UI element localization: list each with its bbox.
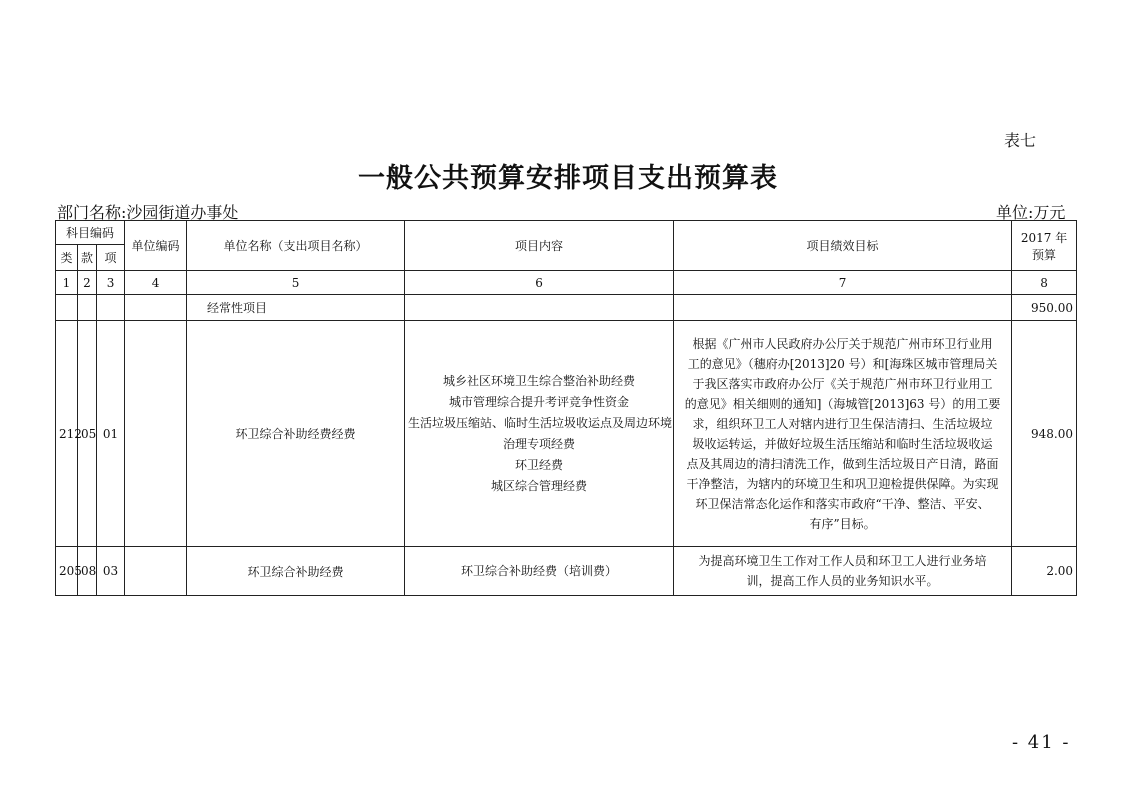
index-cell: 2: [78, 271, 97, 295]
performance-line: 点及其周边的清扫清洗工作，做到生活垃圾日产日清，路面: [686, 456, 999, 471]
content-line: 城市管理综合提升考评竞争性资金: [449, 394, 630, 409]
summary-budget: 950.00: [1012, 295, 1077, 321]
summary-name: 经常性项目: [187, 295, 405, 321]
row-budget: 2.00: [1012, 547, 1077, 596]
content-line: 环卫经费: [515, 457, 564, 472]
performance-line: 工的意见》（穗府办[2013]20 号）和[海珠区城市管理局关: [687, 356, 998, 371]
header-lei: 类: [56, 245, 78, 271]
row-content: [405, 321, 674, 547]
row-unit-code: [125, 321, 187, 547]
header-xiang: 项: [97, 245, 125, 271]
performance-line: 根据《广州市人民政府办公厅关于规范广州市环卫行业用: [692, 336, 993, 351]
header-kuan: 款: [78, 245, 97, 271]
header-subject-code: 科目编码: [56, 221, 125, 245]
table-number: 表七: [1004, 131, 1037, 150]
header-content: 项目内容: [405, 221, 674, 271]
performance-line: 训，提高工作人员的业务知识水平。: [746, 574, 939, 588]
header-unit-code: 单位编码: [125, 221, 187, 271]
row-lei: 205: [56, 547, 78, 596]
index-cell: 7: [674, 271, 1012, 295]
department-label: 部门名称:沙园街道办事处: [57, 203, 239, 222]
row-kuan: 05: [78, 321, 97, 547]
row-name: 环卫综合补助经费经费: [187, 321, 405, 547]
table-row: [56, 547, 1077, 596]
row-xiang: 03: [97, 547, 125, 596]
row-unit-code: [125, 547, 187, 596]
row-name: 环卫综合补助经费: [187, 547, 405, 596]
performance-line: 环卫保洁常态化运作和落实市政府“干净、整洁、平安、: [695, 496, 990, 511]
row-budget: 948.00: [1012, 321, 1077, 547]
index-cell: 4: [125, 271, 187, 295]
row-xiang: 01: [97, 321, 125, 547]
summary-row: [56, 295, 1077, 321]
content-line: 生活垃圾压缩站、临时生活垃圾收运点及周边环境: [408, 415, 673, 430]
table-row: [56, 321, 1077, 547]
performance-line: 有序”目标。: [809, 516, 876, 531]
row-kuan: 08: [78, 547, 97, 596]
index-cell: 6: [405, 271, 674, 295]
header-performance: 项目绩效目标: [674, 221, 1012, 271]
budget-table: [55, 220, 1077, 596]
page-number: - 41 -: [1012, 732, 1071, 753]
row-content: [405, 547, 674, 596]
performance-line: 于我区落实市政府办公厅《关于规范广州市环卫行业用工: [692, 376, 993, 391]
index-row: [56, 271, 1077, 295]
content-line: 城乡社区环境卫生综合整治补助经费: [443, 373, 636, 388]
index-cell: 1: [56, 271, 78, 295]
page-title: 一般公共预算安排项目支出预算表: [358, 163, 778, 194]
unit-label: 单位:万元: [996, 203, 1066, 222]
performance-line: 干净整洁，为辖内的环境卫生和巩卫迎检提供保障。为实现: [686, 476, 999, 491]
content-line: 城区综合管理经费: [491, 478, 588, 493]
performance-line: 为提高环境卫生工作对工作人员和环卫工人进行业务培: [698, 554, 987, 568]
header-budget: 2017 年预算: [1012, 221, 1077, 271]
header-unit-name: 单位名称（支出项目名称）: [187, 221, 405, 271]
performance-line: 求，组织环卫工人对辖内进行卫生保洁清扫、生活垃圾垃: [692, 416, 993, 431]
row-performance: [674, 547, 1012, 596]
row-performance: [674, 321, 1012, 547]
performance-line: 的意见》相关细则的通知]（海城管[2013]63 号）的用工要: [684, 396, 1001, 411]
content-line: 治理专项经费: [503, 436, 576, 451]
header-row-1: [56, 221, 1077, 245]
performance-line: 圾收运转运，并做好垃圾生活压缩站和临时生活垃圾收运: [692, 436, 993, 451]
index-cell: 3: [97, 271, 125, 295]
index-cell: 5: [187, 271, 405, 295]
index-cell: 8: [1012, 271, 1077, 295]
row-lei: 212: [56, 321, 78, 547]
content-line: 环卫综合补助经费（培训费）: [461, 563, 618, 578]
